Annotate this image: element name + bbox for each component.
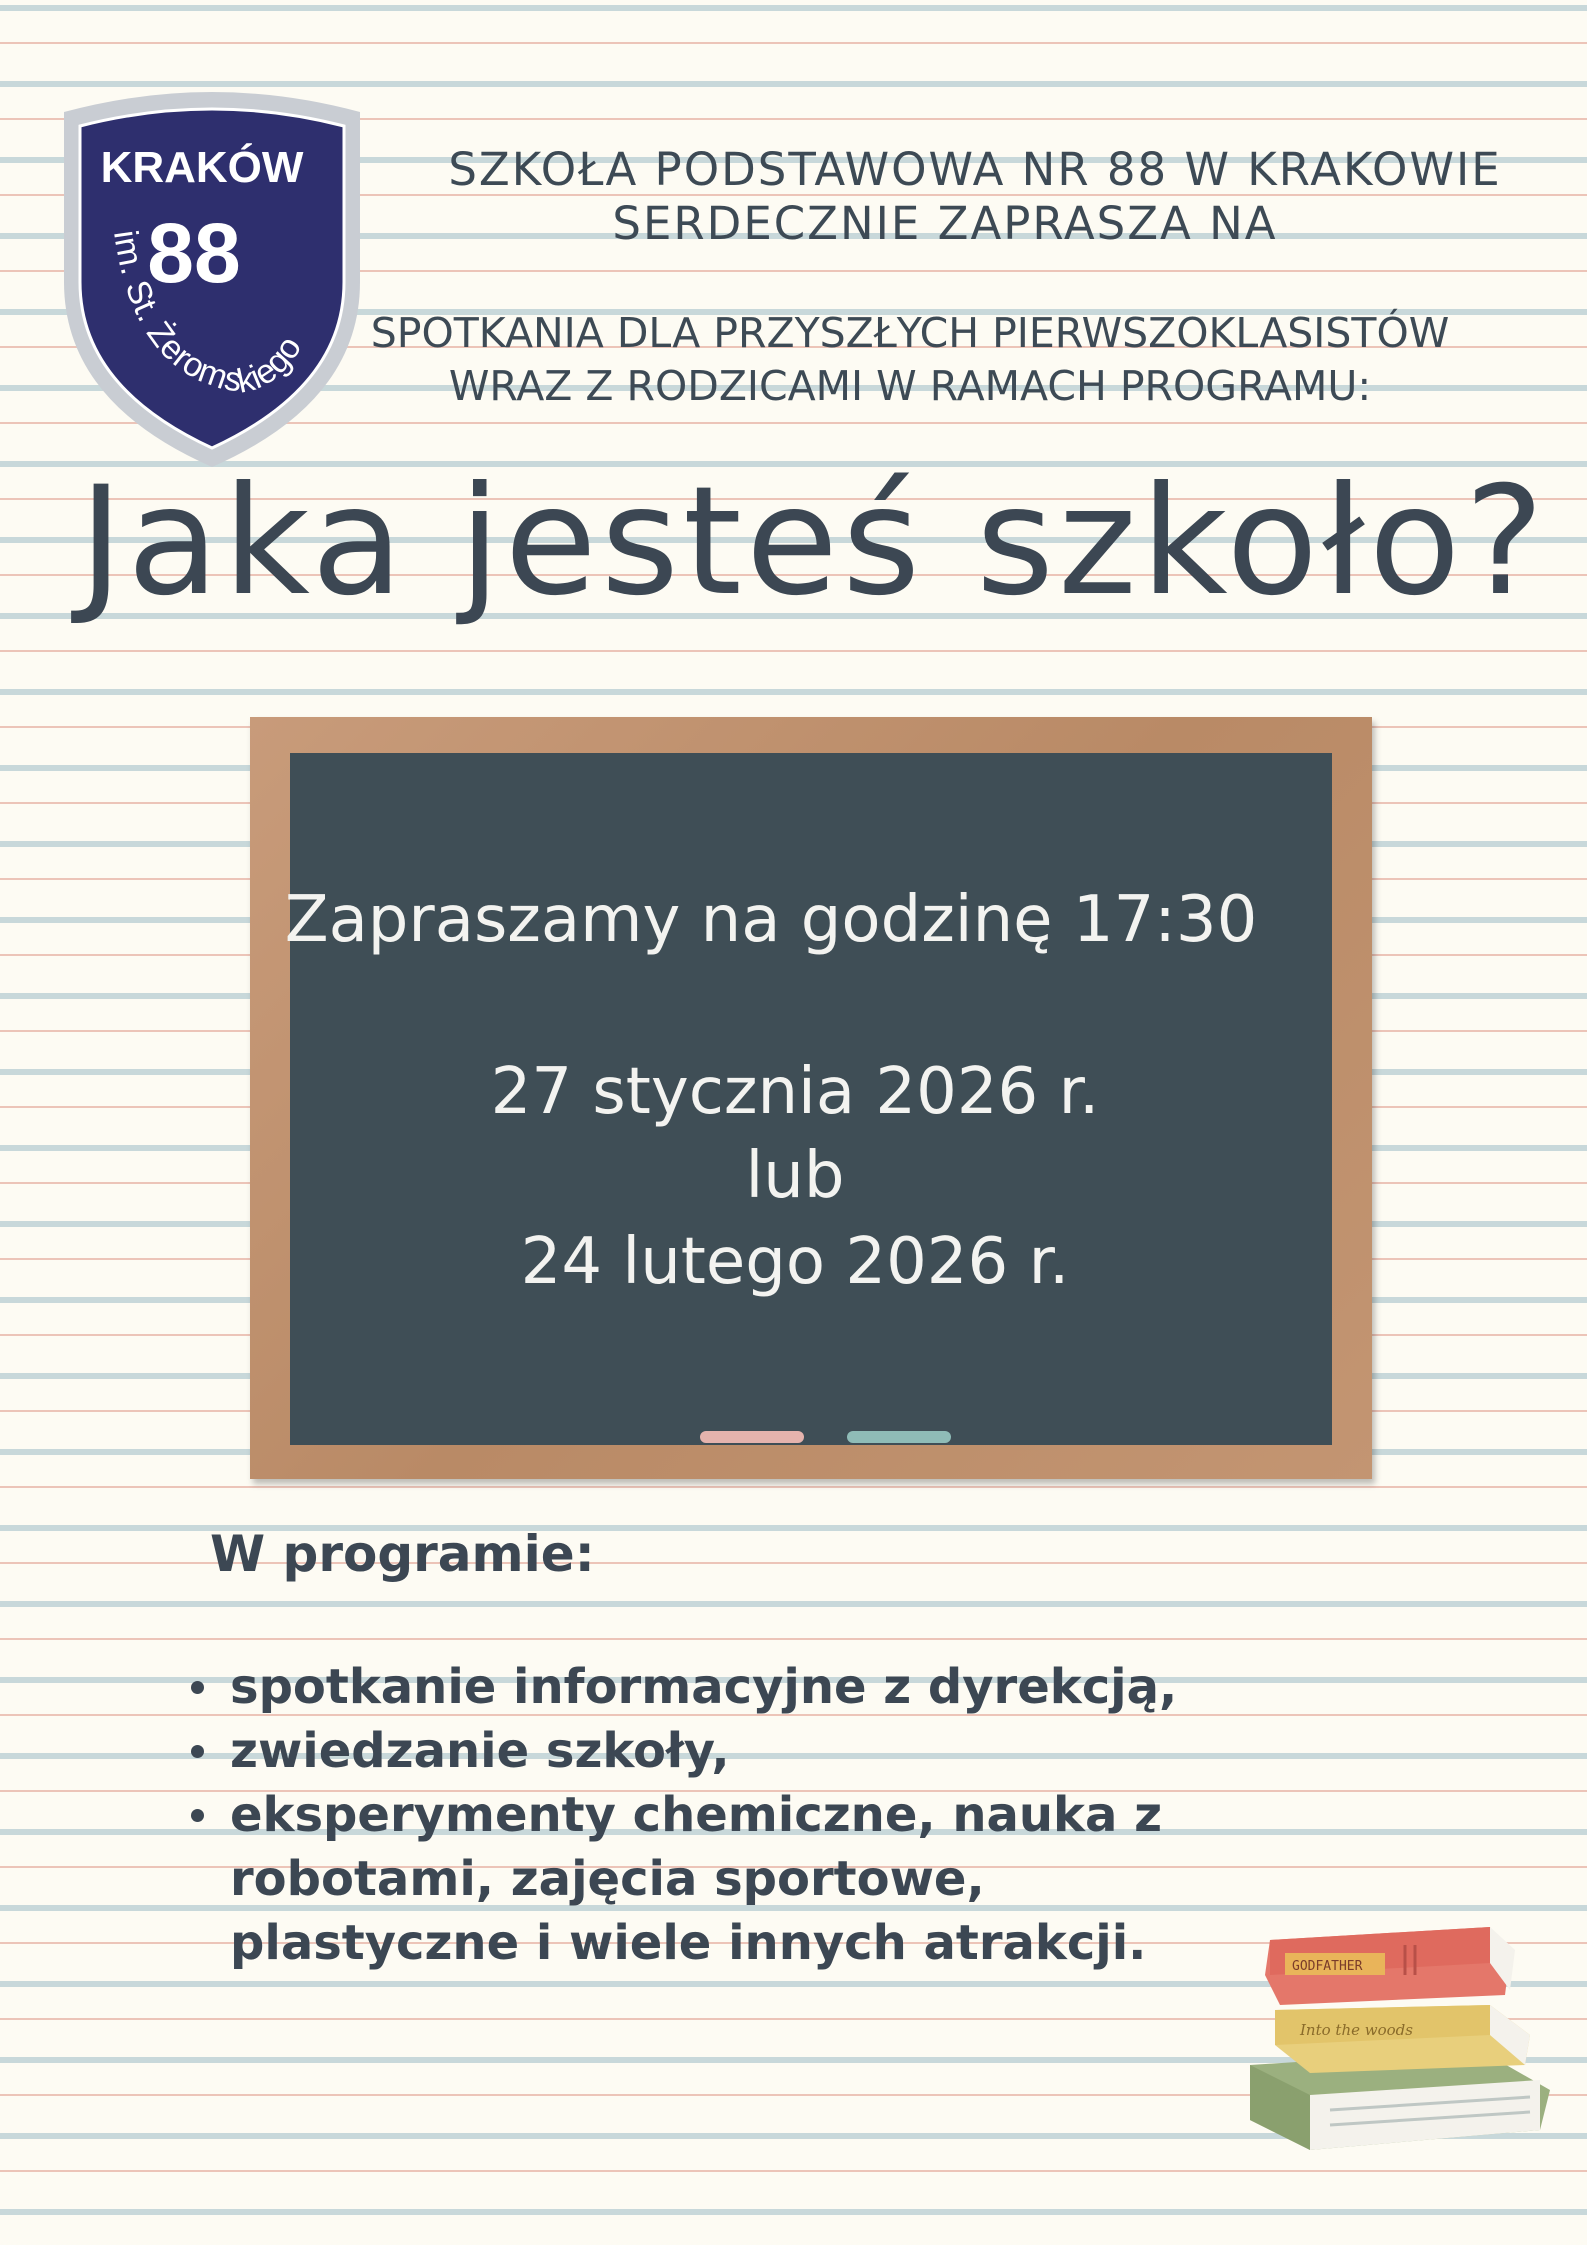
list-item: spotkanie informacyjne z dyrekcją, (185, 1655, 1385, 1719)
header-meetings: SPOTKANIA DLA PRZYSZŁYCH PIERWSZOKLASISTÓW (370, 309, 1450, 357)
event-date-1: 27 stycznia 2026 r. (490, 1055, 1100, 1129)
pink-chalk (700, 1431, 804, 1443)
program-heading: W programie: (210, 1525, 595, 1583)
bullet-icon (191, 1681, 204, 1694)
event-date-2: 24 lutego 2026 r. (520, 1225, 1070, 1299)
poster-title: Jaka jesteś szkoło? (78, 455, 1549, 629)
event-time: Zapraszamy na godzinę 17:30 (284, 883, 1258, 957)
books-stack-icon (1240, 1915, 1570, 2155)
list-item: zwiedzanie szkoły, (185, 1719, 1385, 1783)
teal-chalk (847, 1431, 951, 1443)
crest-patron: im. St. Żeromskiego (106, 227, 310, 401)
bullet-icon (191, 1745, 204, 1758)
chalkboard (284, 753, 1332, 1445)
chalkboard-frame (250, 717, 1372, 1479)
header-program: WRAZ Z RODZICAMI W RAMACH PROGRAMU: (448, 362, 1372, 410)
school-crest-logo (44, 82, 380, 474)
crest-number: 88 (147, 206, 241, 300)
middle-book-label: Into the woods (1300, 2021, 1413, 2039)
top-book-label: GODFATHER (1292, 1959, 1363, 1974)
header-school-name: SZKOŁA PODSTAWOWA NR 88 W KRAKOWIE (448, 143, 1502, 196)
crest-city: KRAKÓW (100, 143, 304, 192)
header-invitation: SERDECZNIE ZAPRASZA NA (612, 197, 1278, 250)
program-list (185, 1655, 1385, 1975)
bullet-icon (191, 1809, 204, 1822)
list-item: eksperymenty chemiczne, nauka z robotami, zajęcia sportowe, plastyczne i wiele innych atrakcji. (185, 1783, 1230, 1975)
event-or: lub (745, 1139, 845, 1213)
